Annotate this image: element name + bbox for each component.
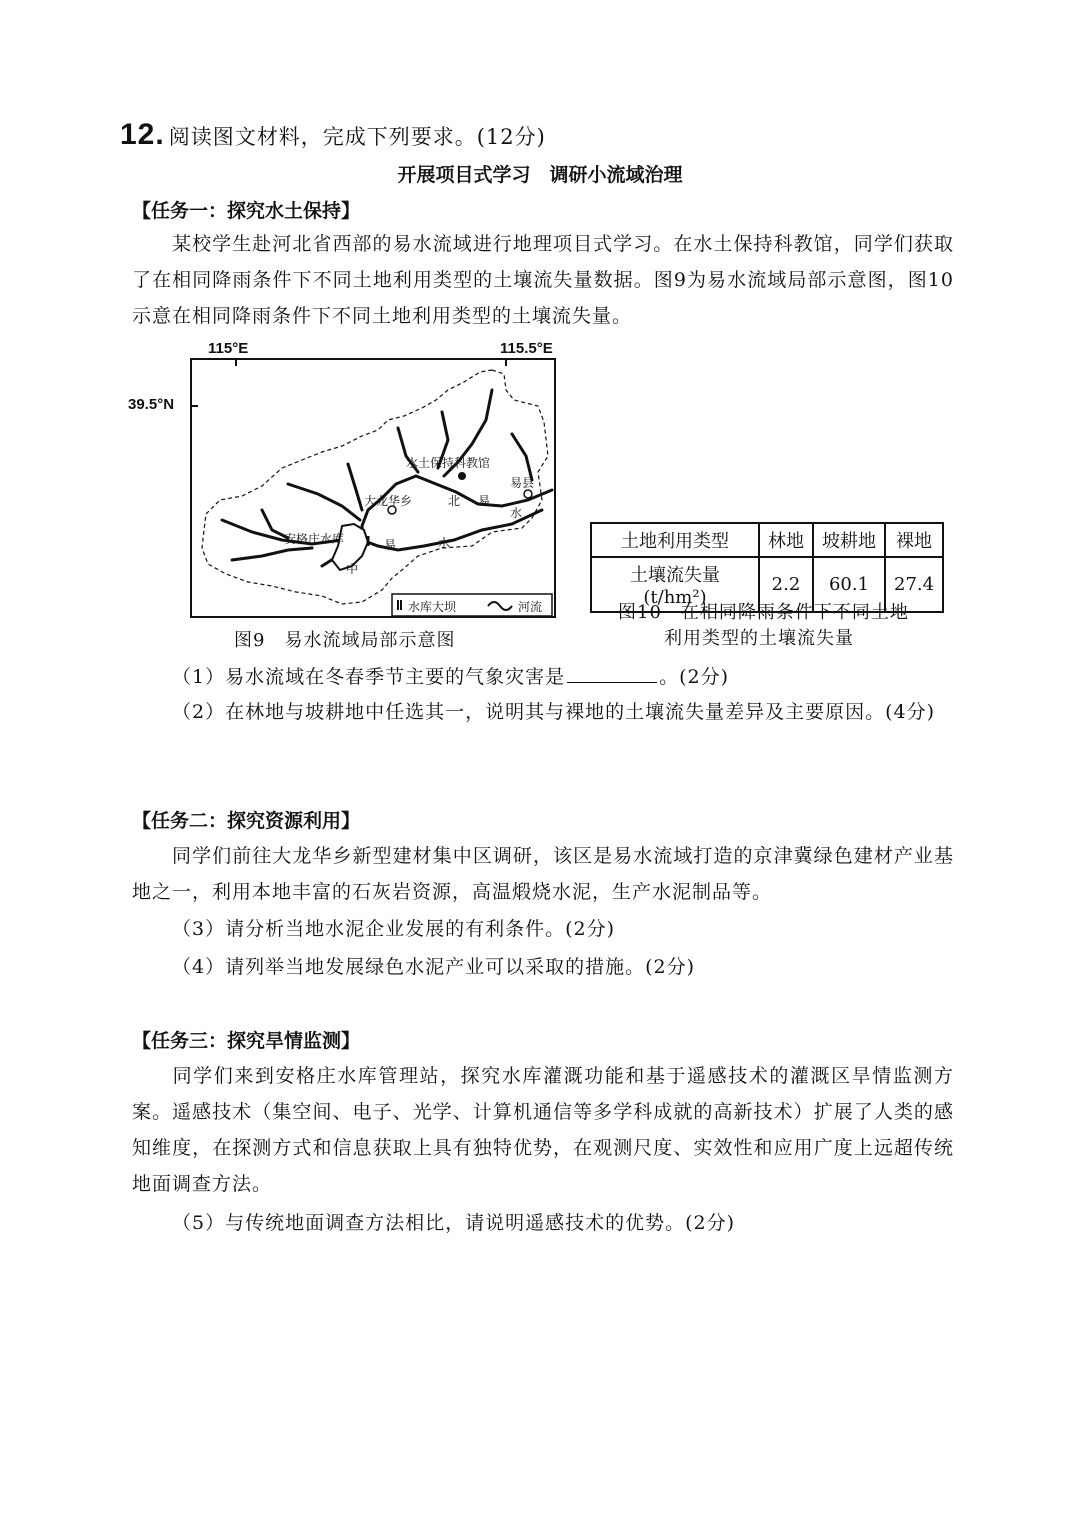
- label-yi-north: 易: [478, 494, 491, 508]
- question-2-text: （2）在林地与坡耕地中任选其一，说明其与裸地的土壤流失量差异及主要原因。(4分): [172, 701, 936, 723]
- task3-paragraph: [132, 1058, 954, 1202]
- label-shui-main: 水: [438, 536, 451, 550]
- label-anggezhuang: 安格庄水库: [284, 532, 345, 546]
- value-slope-farmland: 60.1: [813, 557, 885, 612]
- map-drawing: [192, 360, 554, 616]
- map-lat-39-5: 39.5°N: [128, 396, 175, 413]
- value-bare-land: 27.4: [885, 557, 943, 612]
- header-cell: 裸地: [885, 523, 943, 557]
- figure10-caption-line2: 利用类型的土壤流失量: [664, 628, 854, 649]
- label-yi-main: 易: [384, 538, 397, 552]
- legend-river-label: 河流: [518, 600, 543, 614]
- figure10-caption-line1: 图10 在相同降雨条件下不同土地: [618, 602, 909, 623]
- basin-boundary: [202, 370, 548, 604]
- map-lon-115-5: 115.5°E: [500, 340, 553, 357]
- figure9-caption: 图9 易水流域局部示意图: [234, 630, 456, 651]
- yixian-marker: [524, 490, 532, 498]
- watershed-map: [190, 358, 556, 618]
- header-cell: 土地利用类型: [591, 523, 759, 557]
- tributary-8: [232, 548, 312, 560]
- value-forest: 2.2: [759, 557, 813, 612]
- tributary-6: [288, 484, 360, 520]
- task2-text: 同学们前往大龙华乡新型建材集中区调研，该区是易水流域打造的京津冀绿色建材产业基地之一，利用本地丰富的石灰岩资源，高温煅烧水泥，生产水泥制品等。: [132, 845, 954, 903]
- tributary-5: [348, 464, 362, 510]
- question-title: [120, 118, 546, 152]
- header-cell: 林地: [759, 523, 813, 557]
- section-subtitle: 开展项目式学习 调研小流域治理: [397, 164, 683, 186]
- legend-dam-label: 水库大坝: [408, 600, 457, 614]
- map-lon-115: 115°E: [208, 340, 249, 357]
- question-prompt: 阅读图文材料，完成下列要求。(12分): [168, 125, 546, 149]
- label-zhong: 中: [346, 562, 359, 576]
- label-yixian: 易县: [510, 476, 535, 490]
- question-3: （3）请分析当地水泥企业发展的有利条件。(2分): [172, 918, 616, 940]
- question-4: （4）请列举当地发展绿色水泥产业可以采取的措施。(2分): [172, 956, 696, 978]
- question-5: （5）与传统地面调查方法相比，请说明遥感技术的优势。(2分): [172, 1212, 736, 1234]
- label-shui-north: 水: [510, 506, 523, 520]
- question-2: [132, 694, 954, 730]
- label-dalonghua: 大龙华乡: [364, 494, 413, 508]
- task2-heading: 【任务二：探究资源利用】: [132, 810, 361, 832]
- label-museum: 水土保持科教馆: [406, 456, 491, 470]
- row-label: 土壤流失量(t/hm²): [591, 557, 759, 612]
- header-cell: 坡耕地: [813, 523, 885, 557]
- task3-text: 同学们来到安格庄水库管理站，探究水库灌溉功能和基于遥感技术的灌溉区旱情监测方案。遥感技术（集空间、电子、光学、计算机通信等多学科成就的高新技术）扩展了人类的感知维度，在探测方式和信息获取上具有独特优势，在观测尺度、实效性和应用广度上远超传统地面调查方法。: [132, 1065, 954, 1195]
- table-header-row: [591, 523, 943, 557]
- task1-paragraph: [132, 226, 954, 334]
- question-1-score: 。(2分): [659, 666, 730, 688]
- task1-text: 某校学生赴河北省西部的易水流域进行地理项目式学习。在水土保持科教馆，同学们获取了在相同降雨条件下不同土地利用类型的土壤流失量数据。图9为易水流域局部示意图，图10示意在相同降雨条件下不同土地利用类型的土壤流失量。: [132, 233, 954, 327]
- task3-heading: 【任务三：探究旱情监测】: [132, 1030, 361, 1052]
- museum-marker: [458, 472, 466, 480]
- task1-heading: 【任务一：探究水土保持】: [132, 200, 361, 222]
- answer-blank[interactable]: [567, 682, 657, 683]
- question-number: 12.: [120, 118, 165, 151]
- question-1: [172, 662, 729, 689]
- label-bei: 北: [448, 494, 461, 508]
- question-1-text: （1）易水流域在冬春季节主要的气象灾害是: [172, 666, 566, 688]
- task2-paragraph: [132, 838, 954, 910]
